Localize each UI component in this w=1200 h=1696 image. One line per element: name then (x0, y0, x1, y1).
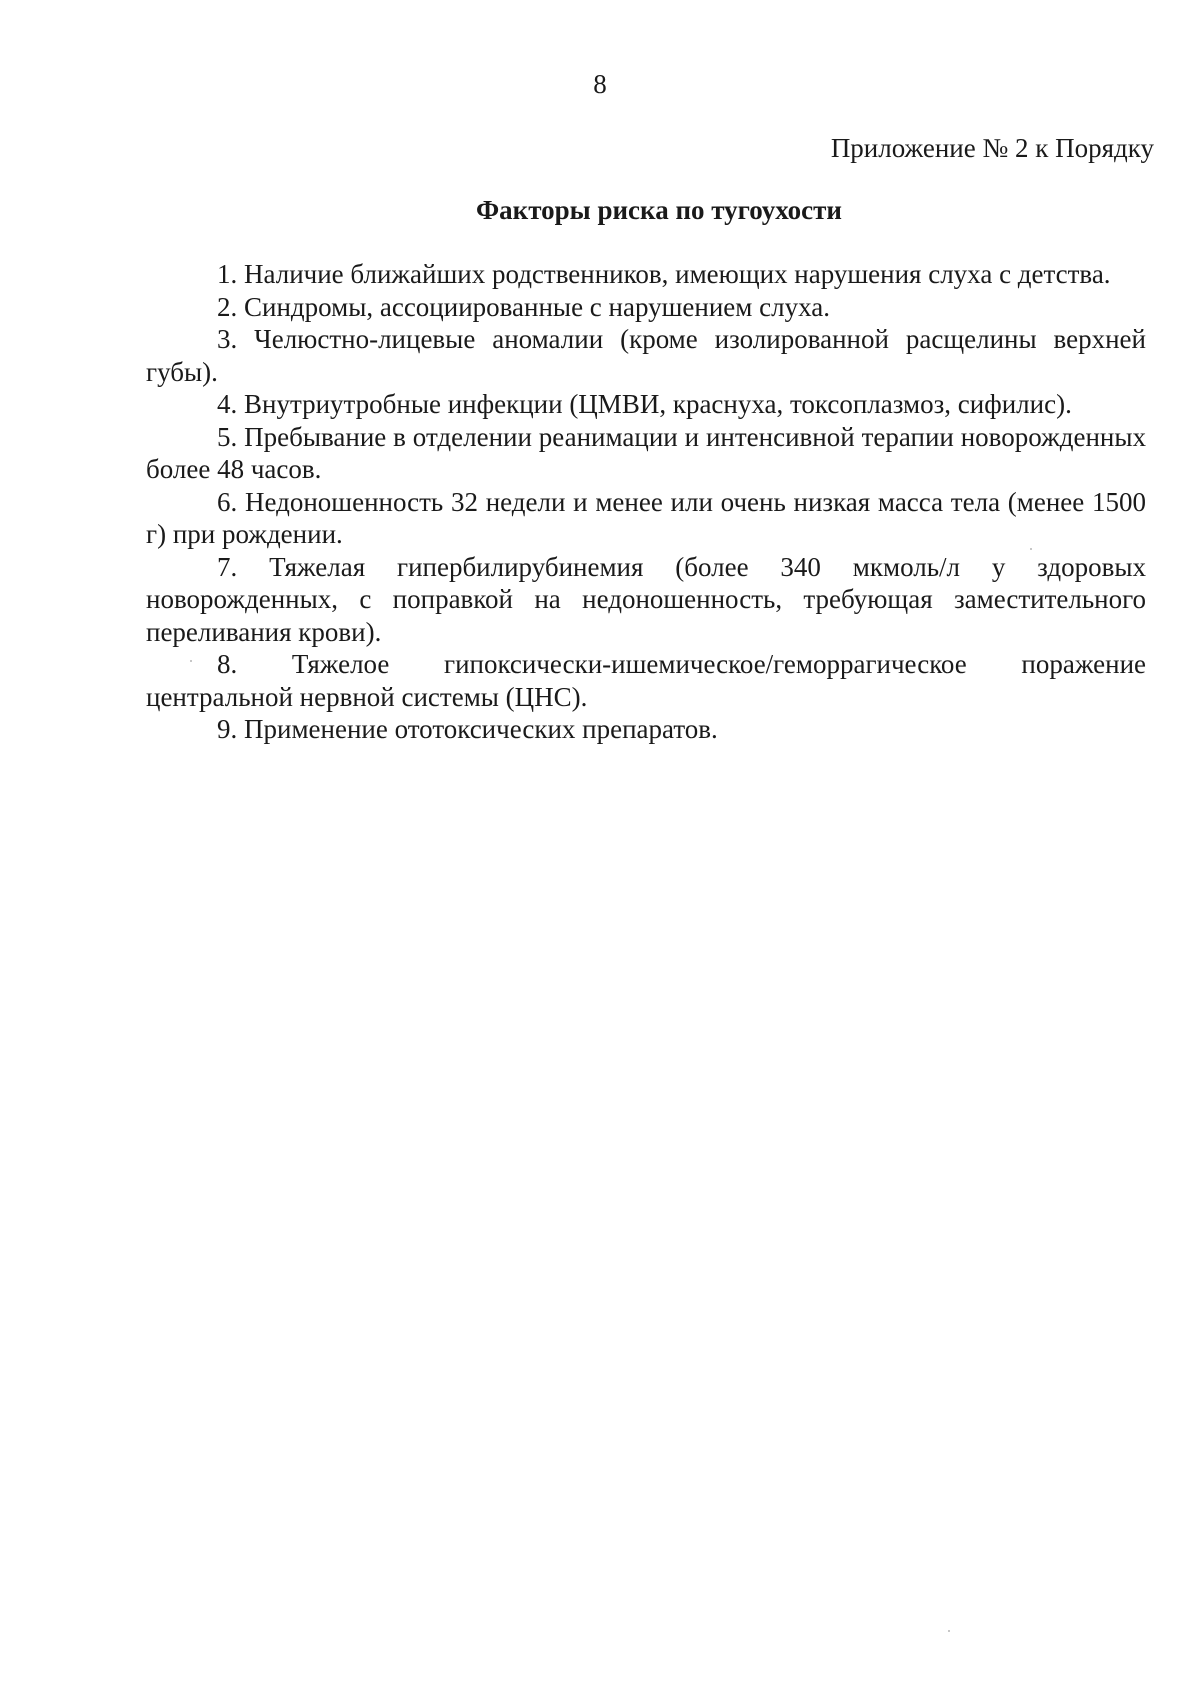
scan-speck (190, 660, 192, 662)
scan-speck (1030, 548, 1032, 550)
risk-factor-item: 7. Тяжелая гипербилирубинемия (более 340 мкмоль/л у здоровых новорожденных, с поправкой на недоношенность, требующая заместительного переливания крови). (146, 551, 1146, 647)
document-title: Факторы риска по тугоухости (475, 195, 842, 225)
risk-factor-item: 4. Внутриутробные инфекции (ЦМВИ, краснуха, токсоплазмоз, сифилис). (217, 389, 1072, 419)
scan-speck (948, 1630, 950, 1632)
risk-factor-item: 9. Применение ототоксических препаратов. (217, 714, 718, 744)
appendix-reference: Приложение № 2 к Порядку (830, 133, 1154, 163)
risk-factor-item: 6. Недоношенность 32 недели и менее или очень низкая масса тела (менее 1500 г) при рождении. (146, 486, 1146, 549)
risk-factor-item: 2. Синдромы, ассоциированные с нарушением слуха. (217, 291, 830, 322)
risk-factor-item: 1. Наличие ближайших родственников, имеющих нарушения слуха с детства. (217, 259, 1111, 289)
risk-factor-item: 3. Челюстно-лицевые аномалии (кроме изолированной расщелины верхней губы). (146, 324, 1146, 387)
risk-factor-item: 5. Пребывание в отделении реанимации и интенсивной терапии новорожденных более 48 часов. (146, 421, 1146, 484)
page-number: 8 (593, 69, 607, 99)
risk-factor-item: 8. Тяжелое гипоксически-ишемическое/геморрагическое поражение центральной нервной системы (ЦНС). (146, 649, 1146, 712)
risk-factor-list (146, 258, 1146, 746)
